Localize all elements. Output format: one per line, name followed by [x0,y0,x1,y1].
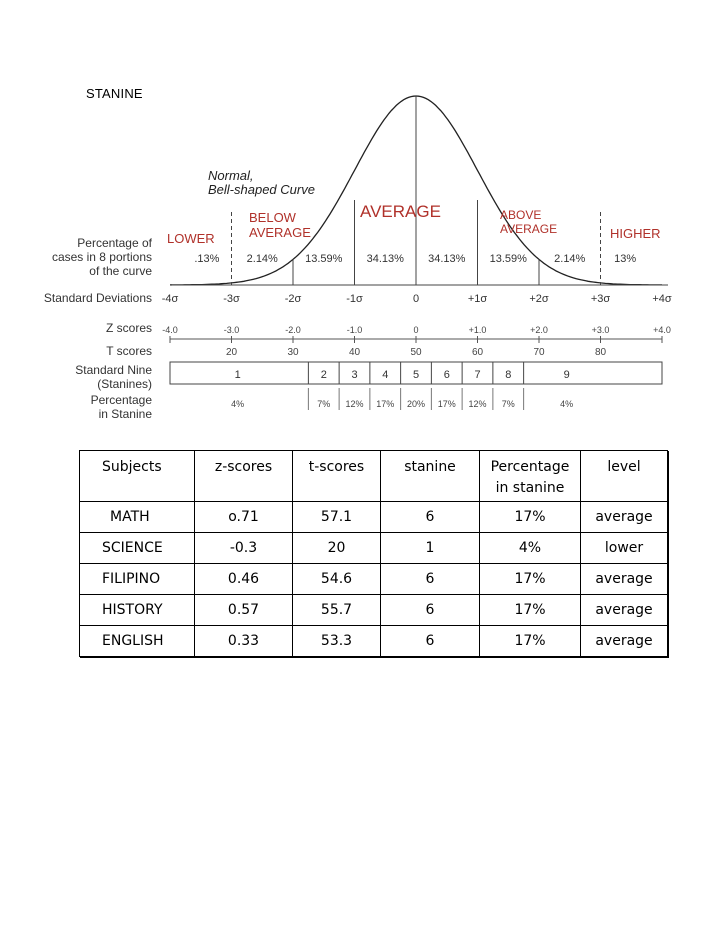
region-average-label: AVERAGE [360,202,441,221]
cell-percentage: 17% [480,564,581,595]
cell-stanine: 1 [381,533,480,564]
stanine-percentage-label: 4% [560,399,574,409]
stanine-percentage-label: 7% [501,399,515,409]
z-tick-label: +1.0 [468,325,487,335]
sd-ticks [162,293,672,305]
t-tick-label: 70 [533,347,545,358]
stanine-percentage-label: 12% [345,399,364,409]
header-z-scores: z-scores [195,451,293,502]
document-title: STANINE [86,86,143,101]
cell-stanine: 6 [381,564,480,595]
sd-tick-label: +4σ [652,293,672,305]
curve-percentage-label: .13% [194,253,220,265]
stanine-percentage-label: 12% [468,399,487,409]
table-header-row [80,451,668,502]
cell-level: lower [581,533,668,564]
z-tick-label: +2.0 [530,325,548,335]
sd-tick-label: -2σ [284,293,302,305]
cell-percentage: 17% [480,595,581,626]
t-tick-label: 80 [594,347,607,358]
curve-percentage-label: 13% [614,253,637,265]
cell-subject: ENGLISH [80,626,195,657]
cell-level: average [581,502,668,533]
stanine-number: 8 [505,369,512,381]
table-row [80,595,668,626]
t-tick-label: 20 [225,347,238,358]
t-tick-label: 30 [287,347,299,358]
t-tick-label: 50 [410,347,422,358]
t-label: T scores [106,344,152,358]
cell-z-score: 0.57 [195,595,293,626]
cell-percentage: 4% [480,533,581,564]
header-subjects: Subjects [80,451,195,502]
curve-percentages [194,253,636,265]
stanine-number: 3 [351,369,358,381]
sd-tick-label: -1σ [346,293,363,305]
region-below-label-1: BELOW [249,210,296,225]
cell-subject: SCIENCE [80,533,195,564]
percentage-label-2: cases in 8 portions [51,250,152,264]
sd-tick-label: 0 [412,293,420,305]
cell-subject: MATH [80,502,195,533]
stanine-label-2: (Stanines) [97,377,152,391]
table-row [80,626,668,657]
bell-curve-figure [0,0,728,440]
z-label: Z scores [105,321,152,335]
stanine-percentage-label: 4% [231,399,245,409]
t-tick-label: 40 [348,347,361,358]
cell-subject: FILIPINO [80,564,195,595]
percentage-label-1: Percentage of [77,236,152,250]
cell-z-score: -0.3 [195,533,293,564]
cell-stanine: 6 [381,502,480,533]
cell-z-score: 0.46 [195,564,293,595]
header-percentage: Percentage in stanine [480,451,581,502]
curve-percentage-label: 34.13% [366,253,404,265]
sd-tick-label: +2σ [529,293,549,305]
stanine-percentage-label: 17% [437,399,456,409]
cell-percentage: 17% [480,502,581,533]
stanine-percentage-label: 17% [376,399,395,409]
cell-t-score: 54.6 [293,564,381,595]
stanine-percentage-label: 7% [317,399,331,409]
stanine-percentages [231,399,573,409]
z-tick-label: -4.0 [162,325,178,335]
cell-t-score: 20 [293,533,381,564]
cell-z-score: 0.33 [195,626,293,657]
curve-percentage-label: 2.14% [554,253,586,265]
curve-label-bell: Bell-shaped Curve [208,182,315,197]
stanine-number: 4 [382,369,389,381]
curve-percentage-label: 34.13% [428,253,466,265]
region-above-label-1: ABOVE [500,208,542,222]
stanine-number: 1 [234,369,241,381]
cell-stanine: 6 [381,595,480,626]
region-higher-label: HIGHER [610,226,661,241]
cell-level: average [581,564,668,595]
header-level: level [581,451,668,502]
header-t-scores: t-scores [293,451,381,502]
t-ticks [226,347,607,358]
cell-level: average [581,595,668,626]
stanine-pct-label-2: in Stanine [98,407,152,421]
table-row [80,533,668,564]
z-tick-label: -1.0 [346,325,363,335]
table-row [80,502,668,533]
z-tick-label: 0 [413,325,419,335]
sd-tick-label: +3σ [590,293,611,305]
sd-tick-label: -4σ [161,293,179,305]
cell-t-score: 55.7 [293,595,381,626]
z-tick-label: -3.0 [223,325,240,335]
cell-percentage: 17% [480,626,581,657]
cell-t-score: 53.3 [293,626,381,657]
curve-percentage-label: 2.14% [246,253,278,265]
z-tick-label: +4.0 [653,325,671,335]
cell-subject: HISTORY [80,595,195,626]
sd-label: Standard Deviations [43,291,152,305]
z-tick-label: -2.0 [285,325,301,335]
region-above-label-2: AVERAGE [500,222,558,236]
stanine-number: 6 [443,369,450,381]
region-below-label-2: AVERAGE [249,225,311,240]
stanine-number: 2 [320,369,327,381]
sd-tick-label: +1σ [467,293,488,305]
curve-percentage-label: 13.59% [489,253,527,265]
t-tick-label: 60 [471,347,484,358]
curve-percentage-label: 13.59% [305,253,343,265]
stanine-label-1: Standard Nine [75,363,152,377]
cell-stanine: 6 [381,626,480,657]
cell-z-score: o.71 [195,502,293,533]
scores-table [79,450,668,657]
stanine-number: 9 [563,369,570,381]
header-stanine: stanine [381,451,480,502]
stanine-percentage-label: 20% [406,399,426,409]
z-tick-label: +3.0 [591,325,610,335]
stanine-number: 5 [412,369,420,381]
z-ticks [162,325,671,343]
scores-table-container [79,450,667,657]
sd-tick-label: -3σ [223,293,240,305]
region-lower-label: LOWER [167,231,215,246]
table-row [80,564,668,595]
stanine-number: 7 [474,369,481,381]
cell-level: average [581,626,668,657]
cell-t-score: 57.1 [293,502,381,533]
curve-label-normal: Normal, [208,168,254,183]
stanine-pct-label-1: Percentage [90,393,152,407]
percentage-label-3: of the curve [89,264,152,278]
